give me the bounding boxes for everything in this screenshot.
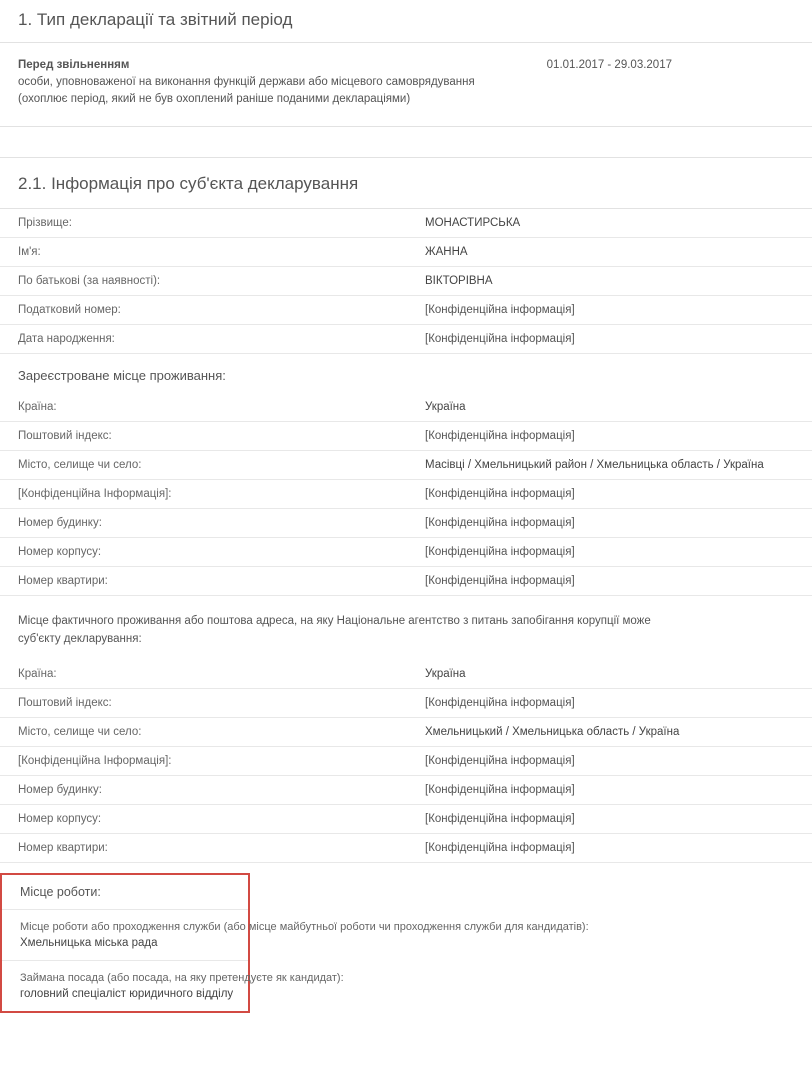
declaration-type-line-1: Перед звільненням bbox=[18, 59, 130, 71]
field-value: [Конфіденційна інформація] bbox=[425, 333, 575, 345]
actual-address-fields bbox=[0, 660, 812, 863]
actual-address-note-line-1: Місце фактичного проживання або поштова адреса, на яку Національне агентство з питань запобігання корупції може bbox=[18, 615, 651, 627]
field-label: Країна: bbox=[18, 401, 57, 413]
field-label: По батькові (за наявності): bbox=[18, 275, 161, 287]
field-label: Країна: bbox=[18, 668, 57, 680]
field-value: ВІКТОРІВНА bbox=[425, 275, 493, 287]
section-1-heading: 1. Тип декларації та звітний період bbox=[18, 10, 293, 29]
field-label: Місто, селище чи село: bbox=[18, 459, 142, 471]
declaration-type-lines bbox=[18, 57, 578, 108]
field-row bbox=[0, 267, 812, 296]
field-value: [Конфіденційна інформація] bbox=[425, 813, 575, 825]
field-row bbox=[0, 238, 812, 267]
field-label: Номер корпусу: bbox=[18, 546, 102, 558]
field-label: Прізвище: bbox=[18, 217, 72, 229]
field-label: Номер будинку: bbox=[18, 517, 102, 529]
personal-fields bbox=[0, 209, 812, 354]
field-label: Номер корпусу: bbox=[18, 813, 102, 825]
section-spacer bbox=[0, 127, 812, 157]
field-row bbox=[0, 393, 812, 422]
field-value: [Конфіденційна інформація] bbox=[425, 575, 575, 587]
field-row bbox=[0, 689, 812, 718]
field-value: [Конфіденційна інформація] bbox=[425, 430, 575, 442]
field-value: [Конфіденційна інформація] bbox=[425, 546, 575, 558]
field-row bbox=[0, 422, 812, 451]
work-place-title: Місце роботи: bbox=[2, 875, 248, 910]
registered-address-title: Зареєстроване місце проживання: bbox=[18, 368, 226, 383]
field-row bbox=[0, 451, 812, 480]
field-row bbox=[0, 296, 812, 325]
field-label: [Конфіденційна Інформація]: bbox=[18, 755, 172, 767]
work-position-label: Займана посада (або посада, на яку претендуєте як кандидат): bbox=[20, 972, 344, 984]
field-row bbox=[0, 325, 812, 354]
registered-address-fields bbox=[0, 393, 812, 596]
field-label: Поштовий індекс: bbox=[18, 697, 112, 709]
field-value: [Конфіденційна інформація] bbox=[425, 697, 575, 709]
field-value: [Конфіденційна інформація] bbox=[425, 784, 575, 796]
field-value: [Конфіденційна інформація] bbox=[425, 304, 575, 316]
field-label: Номер квартири: bbox=[18, 575, 108, 587]
field-value: Масівці / Хмельницький район / Хмельницька область / Україна bbox=[425, 459, 764, 471]
field-row bbox=[0, 747, 812, 776]
field-label: Місто, селище чи село: bbox=[18, 726, 142, 738]
field-row bbox=[0, 509, 812, 538]
field-label: Номер будинку: bbox=[18, 784, 102, 796]
declaration-type-block bbox=[0, 43, 812, 126]
field-row bbox=[0, 718, 812, 747]
work-position-value: головний спеціаліст юридичного відділу bbox=[20, 988, 234, 1000]
work-place-highlight-block bbox=[0, 873, 589, 1013]
work-place-value: Хмельницька міська рада bbox=[20, 937, 158, 949]
work-place-label: Місце роботи або проходження служби (або місце майбутньої роботи чи проходження служби для кандидатів): bbox=[20, 921, 589, 933]
field-value: МОНАСТИРСЬКА bbox=[425, 217, 521, 229]
declaration-type-line-3: (охоплює період, який не був охоплений раніше поданими деклараціями) bbox=[18, 93, 411, 105]
field-value: [Конфіденційна інформація] bbox=[425, 488, 575, 500]
field-value: ЖАННА bbox=[425, 246, 468, 258]
field-row bbox=[0, 480, 812, 509]
field-value: Україна bbox=[425, 401, 466, 413]
actual-address-note bbox=[0, 596, 812, 660]
work-position-item bbox=[2, 961, 344, 1011]
field-label: Номер квартири: bbox=[18, 842, 108, 854]
work-place-item bbox=[2, 910, 589, 961]
field-row bbox=[0, 567, 812, 596]
field-value: Україна bbox=[425, 668, 466, 680]
field-value: [Конфіденційна інформація] bbox=[425, 842, 575, 854]
section-2-1-heading: 2.1. Інформація про суб'єкта декларування bbox=[18, 174, 359, 193]
field-row bbox=[0, 538, 812, 567]
actual-address-note-line-2: суб'єкту декларування: bbox=[18, 633, 142, 645]
field-row bbox=[0, 776, 812, 805]
field-row bbox=[0, 209, 812, 238]
field-label: Дата народження: bbox=[18, 333, 115, 345]
field-label: [Конфіденційна Інформація]: bbox=[18, 488, 172, 500]
field-value: [Конфіденційна інформація] bbox=[425, 755, 575, 767]
declaration-type-line-2: особи, уповноваженої на виконання функцій держави або місцевого самоврядування bbox=[18, 76, 475, 88]
field-row bbox=[0, 660, 812, 689]
field-row bbox=[0, 834, 812, 863]
field-value: [Конфіденційна інформація] bbox=[425, 517, 575, 529]
field-label: Податковий номер: bbox=[18, 304, 121, 316]
field-value: Хмельницький / Хмельницька область / Україна bbox=[425, 726, 680, 738]
field-label: Ім'я: bbox=[18, 246, 41, 258]
field-row bbox=[0, 805, 812, 834]
field-label: Поштовий індекс: bbox=[18, 430, 112, 442]
reporting-period: 01.01.2017 - 29.03.2017 bbox=[546, 59, 672, 71]
